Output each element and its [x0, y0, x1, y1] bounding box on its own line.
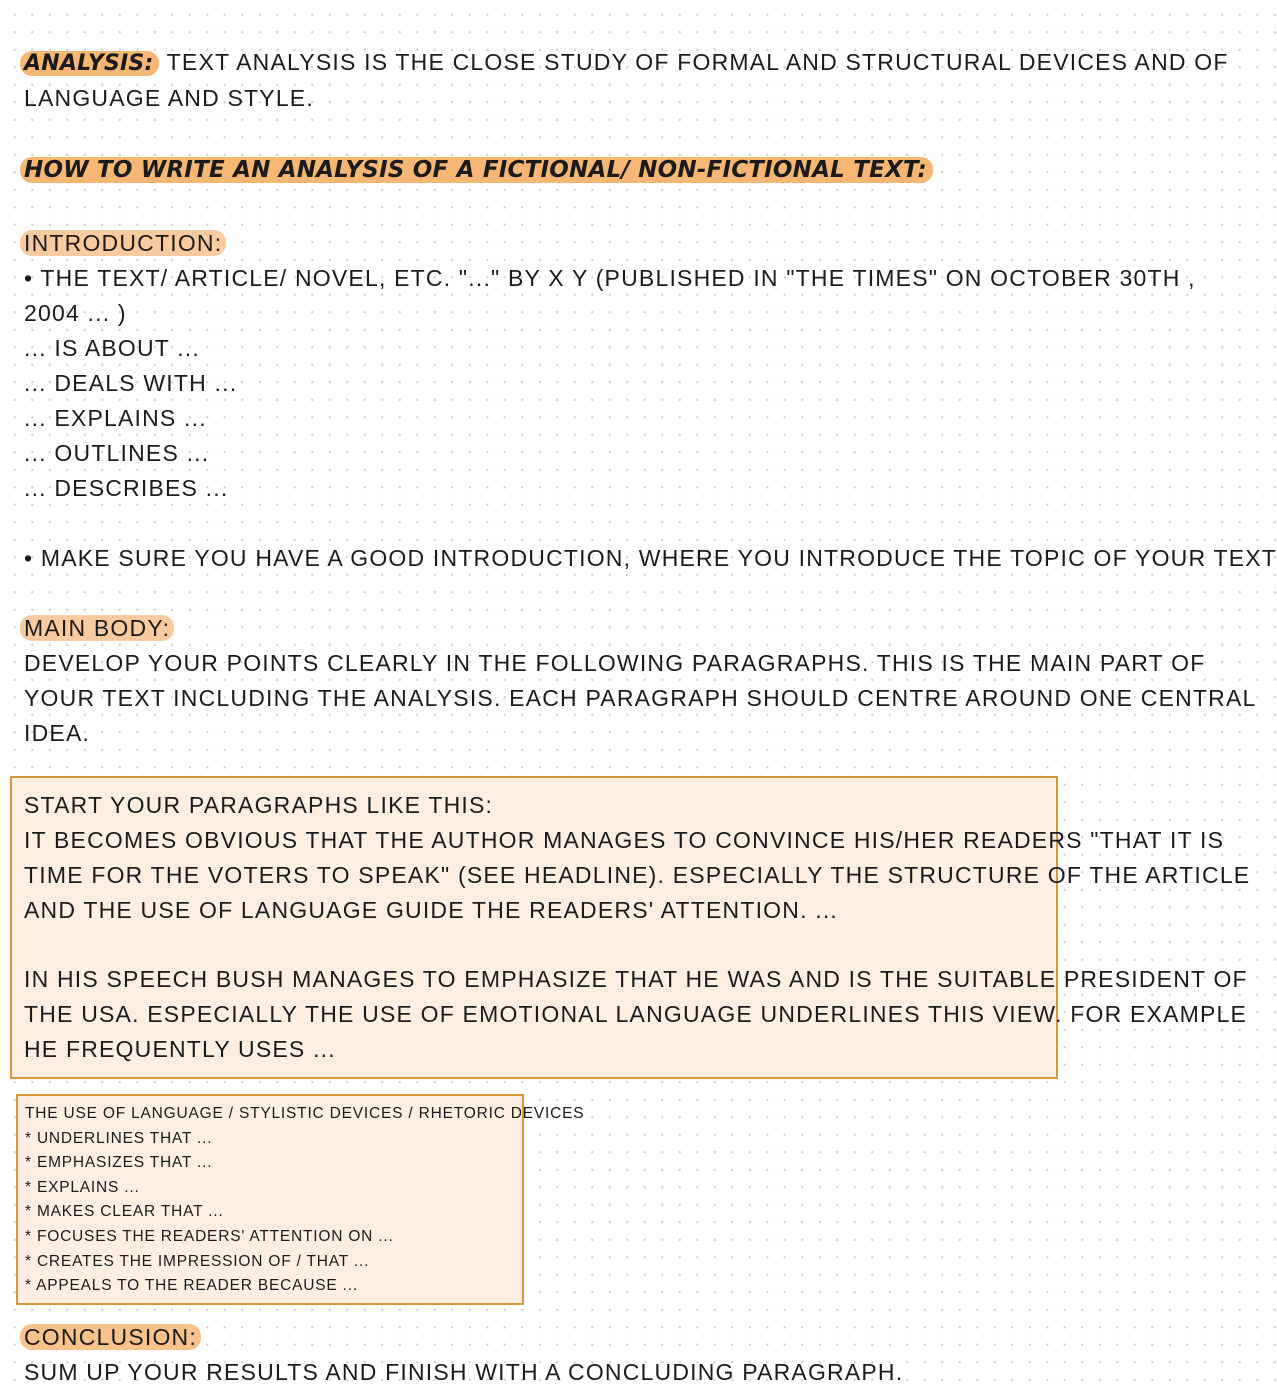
how-to-heading-line [24, 152, 933, 188]
device-item: * EMPHASIZES THAT ... [25, 1154, 213, 1172]
example-paragraph-2 [24, 962, 1248, 1067]
analysis-label: ANALYSIS: [20, 51, 159, 76]
device-item: * MAKES CLEAR THAT ... [25, 1203, 224, 1221]
how-to-section [24, 152, 933, 188]
example-box-intro: START YOUR PARAGRAPHS LIKE THIS: [24, 792, 494, 818]
main-body-line: IDEA. [24, 720, 91, 746]
example-box-content [24, 788, 1250, 928]
analysis-section [24, 45, 1229, 116]
example-paragraph-2-line: THE USA. ESPECIALLY THE USE OF EMOTIONAL LANGUAGE UNDERLINES THIS VIEW. FOR EXAMPLE [24, 1001, 1248, 1027]
intro-phrase: ... OUTLINES ... [24, 440, 210, 466]
conclusion-label-line [24, 1320, 903, 1355]
how-to-heading: HOW TO WRITE AN ANALYSIS OF A FICTIONAL/ NON-FICTIONAL TEXT: [20, 157, 933, 183]
analysis-line-1 [24, 45, 1229, 81]
conclusion-label: CONCLUSION: [20, 1324, 201, 1350]
introduction-tip-block [24, 541, 1277, 576]
example-paragraph-1-line: AND THE USE OF LANGUAGE GUIDE THE READERS' ATTENTION. ... [24, 897, 839, 923]
introduction-bullet-2: 2004 ... ) [24, 300, 127, 326]
stylistic-devices-box [16, 1094, 585, 1305]
intro-phrase: ... DEALS WITH ... [24, 370, 238, 396]
analysis-definition-2: LANGUAGE AND STYLE. [24, 85, 314, 111]
example-paragraphs-box [10, 776, 1251, 1079]
introduction-bullet-1: • THE TEXT/ ARTICLE/ NOVEL, ETC. "..." BY X Y (PUBLISHED IN "THE TIMES" ON OCTOBER 30TH , [24, 265, 1196, 291]
analysis-definition-1: TEXT ANALYSIS IS THE CLOSE STUDY OF FORMAL AND STRUCTURAL DEVICES AND OF [166, 49, 1229, 75]
conclusion-text: SUM UP YOUR RESULTS AND FINISH WITH A CONCLUDING PARAGRAPH. [24, 1359, 904, 1385]
device-item: * FOCUSES THE READERS' ATTENTION ON ... [25, 1227, 394, 1245]
main-body-line: DEVELOP YOUR POINTS CLEARLY IN THE FOLLOWING PARAGRAPHS. THIS IS THE MAIN PART OF [24, 650, 1206, 676]
device-item: * APPEALS TO THE READER BECAUSE ... [25, 1277, 358, 1295]
device-item: * UNDERLINES THAT ... [25, 1129, 213, 1147]
device-item: * EXPLAINS ... [25, 1178, 140, 1196]
example-paragraph-2-line: IN HIS SPEECH BUSH MANAGES TO EMPHASIZE THAT HE WAS AND IS THE SUITABLE PRESIDENT OF [24, 966, 1248, 992]
main-body-label: MAIN BODY: [20, 615, 174, 641]
devices-box-content [25, 1102, 584, 1299]
introduction-section [24, 226, 1196, 506]
intro-phrase: ... DESCRIBES ... [24, 475, 229, 501]
introduction-tip: • MAKE SURE YOU HAVE A GOOD INTRODUCTION, WHERE YOU INTRODUCE THE TOPIC OF YOUR TEXT [24, 545, 1277, 571]
introduction-label-line [24, 226, 1196, 261]
devices-box-title: THE USE OF LANGUAGE / STYLISTIC DEVICES / RHETORIC DEVICES [25, 1105, 585, 1122]
example-paragraph-1-line: IT BECOMES OBVIOUS THAT THE AUTHOR MANAGES TO CONVINCE HIS/HER READERS "THAT IT IS [24, 827, 1225, 853]
example-paragraph-1-line: TIME FOR THE VOTERS TO SPEAK" (SEE HEADLINE). ESPECIALLY THE STRUCTURE OF THE ARTICLE [24, 862, 1251, 888]
device-item: * CREATES THE IMPRESSION OF / THAT ... [25, 1252, 370, 1270]
intro-phrase: ... EXPLAINS ... [24, 405, 207, 431]
intro-phrase: ... IS ABOUT ... [24, 335, 200, 361]
main-body-section [24, 611, 1257, 751]
example-paragraph-2-line: HE FREQUENTLY USES ... [24, 1036, 336, 1062]
introduction-label: INTRODUCTION: [20, 230, 226, 256]
main-body-label-line [24, 611, 1257, 646]
main-body-line: YOUR TEXT INCLUDING THE ANALYSIS. EACH PARAGRAPH SHOULD CENTRE AROUND ONE CENTRAL [24, 685, 1257, 711]
conclusion-section [24, 1320, 903, 1390]
